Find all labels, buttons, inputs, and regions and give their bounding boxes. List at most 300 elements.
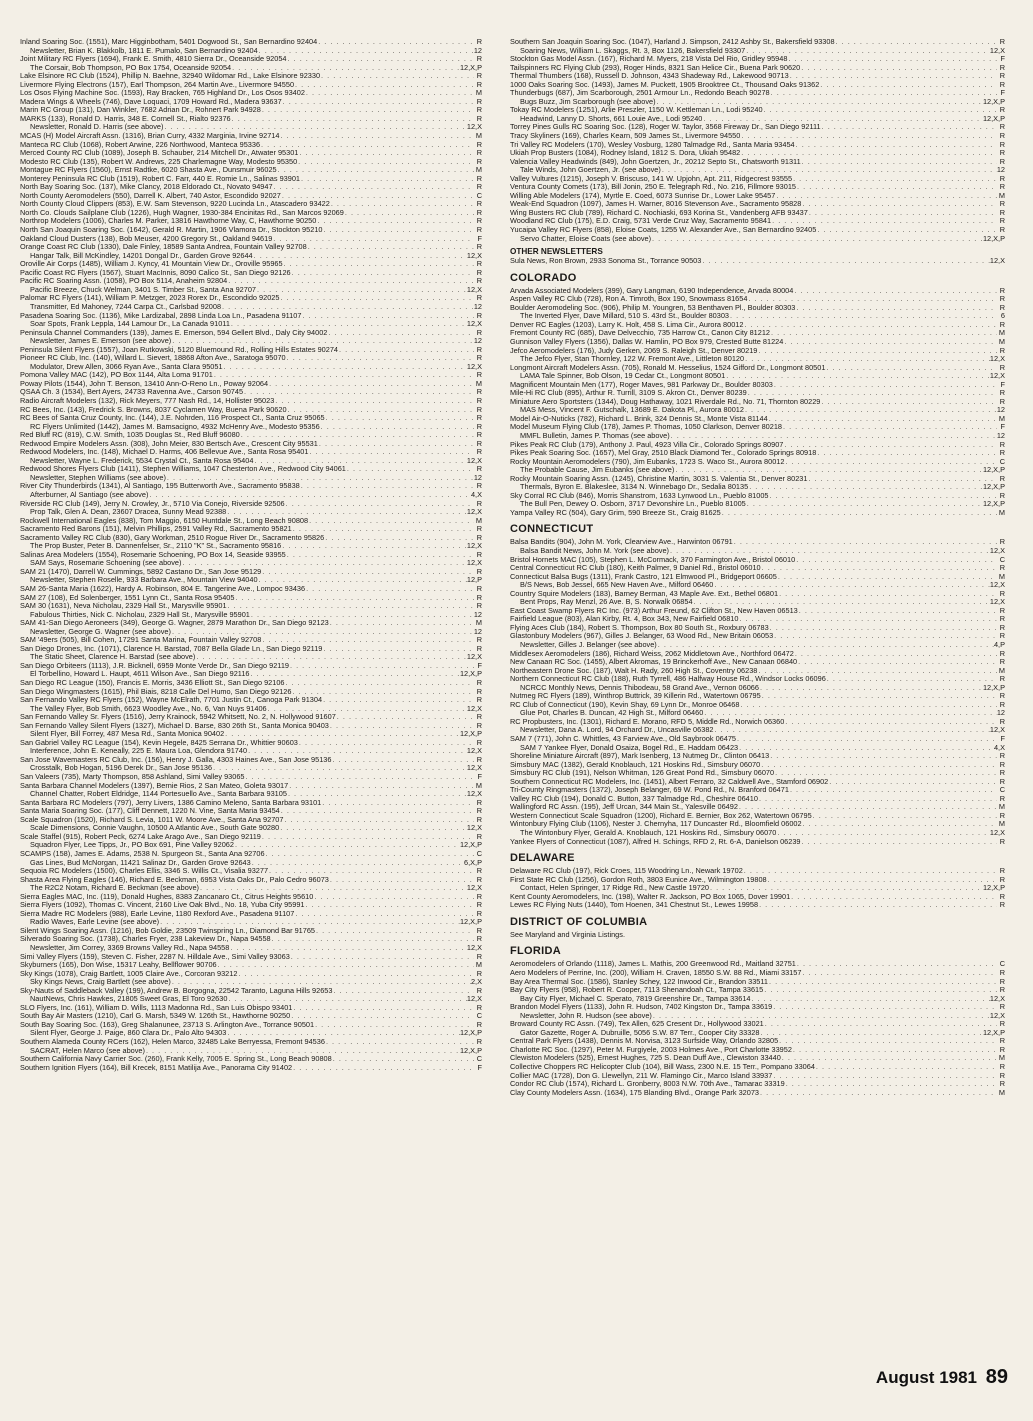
club-entry: [510, 1072, 1005, 1081]
entry-code: R: [999, 200, 1005, 209]
entry-text: Silverado Soaring Soc. (1738), Charles Fryer, 238 Lakeview Dr., Napa 94558: [20, 935, 271, 944]
dot-leader: [294, 81, 474, 90]
club-entry: [20, 200, 482, 209]
newsletter-entry: [20, 123, 482, 132]
entry-text: Silent Flyer, George J. Paige, 860 Clara Dr., Palo Alto 94303: [30, 1029, 227, 1038]
club-entry: [510, 55, 1005, 64]
entry-code: R: [476, 396, 482, 405]
dot-leader: [213, 371, 474, 380]
entry-text: Sky Corral RC Club (846), Morris Shanstrom, 1633 Lynwood Ln., Pueblo 81005: [510, 491, 769, 500]
dot-leader: [258, 576, 467, 585]
entry-text: Bristol Hornets MAC (105), Stephen L. McCormack, 370 Farmington Ave., Bristol 06010: [510, 555, 796, 564]
entry-text: Santa Maria Soaring Soc. (177), Cliff Dennett, 1220 N. Vine, Santa Maria 93454: [20, 807, 280, 816]
newsletter-entry: [20, 576, 482, 585]
entry-code: 12,X: [466, 559, 482, 568]
entry-code: 12,X: [466, 824, 482, 833]
newsletter-entry: [20, 303, 482, 312]
entry-text: San Diego Drones, Inc. (1071), Clarence H. Barstad, 7087 Bella Glade Ln., San Diego 92119: [20, 644, 323, 653]
entry-text: Nutmeg RC Flyers (189), Winthrop Buttrick, 39 Killerin Rd., Watertown 06795: [510, 692, 761, 701]
club-entry: [510, 718, 1005, 727]
entry-text: Rocky Mountain Soaring Assn. (1245), Christine Martin, 3031 S. Valentia St., Denver 80231: [510, 474, 808, 483]
entry-code: R: [476, 294, 482, 303]
dot-leader: [346, 465, 474, 474]
dot-leader: [305, 901, 474, 910]
section-heading: OTHER NEWSLETTERS: [510, 247, 603, 257]
entry-text: Yankee Flyers of Connecticut (1087), Alfred H. Schings, RFD 2, Rt. 6-A, Danielson 06239: [510, 837, 801, 846]
dot-leader: [812, 812, 997, 821]
entry-code: R: [999, 837, 1005, 846]
dot-leader: [166, 474, 474, 483]
entry-code: R: [999, 606, 1005, 615]
entry-text: MAS Mess, Vincent F. Gutschalk, 13689 E. Dakota Pl., Aurora 80012: [520, 406, 744, 415]
dot-leader: [288, 782, 474, 791]
entry-code: R: [476, 1037, 482, 1046]
entry-text: Clewiston Modelers (525), Ernest Hughes, 725 S. Dean Duff Ave., Clewiston 33440: [510, 1054, 781, 1063]
entry-code: 12,X: [989, 355, 1005, 364]
entry-text: Newsletter, Gilles J. Belanger (see above): [520, 641, 657, 649]
dot-leader: [801, 838, 998, 847]
club-entry: [510, 509, 1005, 518]
entry-code: R: [999, 632, 1005, 641]
entry-code: R: [999, 777, 1005, 786]
entry-text: Pasadena Soaring Soc. (1136), Mike Lardizabal, 2898 Linda Loa Ln., Pasadena 91107: [20, 311, 302, 320]
entry-text: The Valley Flyer, Bob Smith, 6623 Woodley Ave., No. 6, Van Nuys 91406: [30, 704, 267, 713]
newsletter-entry: [20, 337, 482, 346]
dot-leader: [772, 1072, 997, 1081]
entry-text: First State RC Club (1256), Gordon Roth, 3803 Eunice Ave., Wilmington 19808: [510, 875, 767, 884]
club-entry: [510, 675, 1005, 684]
entry-code: R: [476, 465, 482, 474]
dot-leader: [321, 799, 474, 808]
entry-text: Newsletter, Dana A. Lord, 94 Orchard Dr., Uncasville 06382: [520, 726, 714, 735]
dot-leader: [825, 364, 997, 373]
entry-code: 12: [473, 610, 482, 619]
club-entry: [510, 795, 1005, 804]
entry-text: Simi Valley Flyers (159), Steven C. Fisher, 2287 N. Hilldale Ave., Simi Valley 93063: [20, 952, 290, 961]
entry-code: 12,X: [466, 995, 482, 1004]
entry-code: R: [476, 499, 482, 508]
entry-text: Southern California Navy Carrier Soc. (260), Frank Kelly, 7005 E. Spring St., Long Beach 90808: [20, 1055, 332, 1064]
club-entry: [20, 81, 482, 90]
club-entry: [20, 525, 482, 534]
club-entry: [20, 953, 482, 962]
entry-code: 12,X: [989, 994, 1005, 1003]
dot-leader: [256, 286, 467, 295]
club-entry: [20, 149, 482, 158]
dot-leader: [778, 590, 997, 599]
entry-code: R: [476, 448, 482, 457]
entry-code: R: [476, 926, 482, 935]
entry-code: 4,X: [470, 490, 482, 499]
entry-code: R: [476, 114, 482, 123]
dot-leader: [261, 568, 474, 577]
club-entry: [510, 778, 1005, 787]
entry-text: Model Museum Flying Club (178), James P. Thomas, 1050 Clarkson, Denver 80218: [510, 423, 782, 432]
dot-leader: [292, 525, 474, 534]
entry-code: R: [999, 491, 1005, 500]
dot-leader: [783, 441, 997, 450]
dot-leader: [745, 47, 990, 56]
dot-leader: [305, 585, 474, 594]
entry-text: Red Bluff RC (819), C.W. Smith, 1035 Douglas St., Red Bluff 96080: [20, 431, 240, 440]
entry-code: M: [998, 666, 1005, 675]
entry-text: The Probable Cause, Jim Eubanks (see above): [520, 466, 675, 475]
club-entry: [510, 141, 1005, 150]
entry-text: Peninsula Silent Flyers (1557), Joan Rutkowski, 5120 Bluemound Rd., Rolling Hills Estates 90274: [20, 345, 338, 354]
club-entry: [20, 782, 482, 791]
club-entry: [20, 269, 482, 278]
club-entry: [20, 226, 482, 235]
dot-leader: [330, 200, 474, 209]
club-entry: [20, 602, 482, 611]
entry-text: Redwood Shores Flyers Club (1411), Stephen Williams, 1047 Chesterton Ave., Redwood City 94061: [20, 465, 346, 474]
entry-text: Newsletter, Ronald D. Harris (see above): [30, 123, 164, 132]
entry-code: R: [999, 174, 1005, 183]
dot-leader: [320, 423, 474, 432]
entry-text: Southern San Joaquin Soaring Soc. (1047), Harland J. Simpson, 2412 Ashby St., Bakersfield 93308: [510, 38, 835, 46]
entry-code: R: [999, 769, 1005, 778]
entry-text: Newsletter, James E. Emerson (see above): [30, 337, 172, 346]
dot-leader: [297, 158, 474, 167]
entry-text: Newsletter, Wayne L. Frederick, 5534 Crystal Ct., Santa Rosa 95404: [30, 456, 254, 465]
entry-text: Balsa Bandit News, John M. York (see above): [520, 546, 669, 555]
newsletter-entry: [510, 312, 1005, 321]
dot-leader: [802, 820, 997, 829]
dot-leader: [281, 542, 467, 551]
entry-code: M: [475, 961, 482, 970]
entry-code: R: [476, 388, 482, 397]
dot-leader: [729, 312, 997, 321]
entry-code: M: [475, 516, 482, 525]
newsletter-entry: [20, 628, 482, 637]
dot-leader: [821, 123, 997, 132]
entry-code: 12,X: [466, 790, 482, 799]
entry-code: R: [476, 140, 482, 149]
entry-code: R: [999, 346, 1005, 355]
club-entry: [510, 415, 1005, 424]
club-entry: [510, 183, 1005, 192]
club-entry: [20, 585, 482, 594]
entry-text: Redwood Modelers, Inc. (148), Michael D. Harms, 406 Bellevue Ave., Santa Rosa 95401: [20, 448, 309, 457]
entry-text: Sky-Nauts of Saddleback Valley (199), Andrew B. Borgogna, 22542 Taranto, Laguna Hills 92653: [20, 986, 333, 995]
club-entry: [20, 414, 482, 423]
club-entry: [20, 739, 482, 748]
entry-code: R: [999, 692, 1005, 701]
dot-leader: [770, 89, 997, 98]
dot-leader: [769, 492, 997, 501]
newsletter-entry: [510, 884, 1005, 893]
entry-code: 4,X: [993, 743, 1005, 752]
club-entry: [20, 1012, 482, 1021]
entry-text: Rocky Mountain Aeromodelers (790), Jim Eubanks, 1723 S. Waco St., Aurora 80012: [510, 457, 785, 466]
entry-text: B/S News, Bob Jessel, 665 New Haven Ave., Milford 06460: [520, 581, 714, 590]
dot-leader: [767, 876, 997, 885]
entry-code: F: [1000, 55, 1005, 64]
club-entry: [20, 876, 482, 885]
dot-leader: [790, 893, 997, 902]
dot-leader: [305, 89, 474, 98]
entry-text: Bay City Flyer, Michael C. Sperato, 7819 Greenshire Dr., Tampa 33614: [520, 994, 751, 1003]
entry-text: Radio Aircraft Modelers (132), Rick Meyers, 777 Nash Rd., 14, Hollister 95023: [20, 396, 275, 405]
entry-code: 12,X: [466, 747, 482, 756]
newsletter-entry: [510, 355, 1005, 364]
entry-code: C: [476, 191, 482, 200]
club-entry: [20, 72, 482, 81]
entry-code: R: [476, 277, 482, 286]
dot-leader: [322, 645, 474, 654]
club-entry: [510, 423, 1005, 432]
entry-code: 12,X: [466, 456, 482, 465]
entry-text: Gator Gazette, Roger A. Dubruille, 5056 S.W. 87 Terr., Cooper City 33328: [520, 1028, 760, 1037]
dot-leader: [744, 406, 997, 415]
entry-text: Peninsula Channel Commanders (139), James E. Emerson, 594 Gellert Blvd., Daly City 94002: [20, 328, 328, 337]
dot-leader: [277, 166, 474, 175]
entry-code: R: [476, 371, 482, 380]
club-entry: [20, 235, 482, 244]
dot-leader: [800, 64, 997, 73]
entry-code: R: [999, 658, 1005, 667]
entry-text: Palomar RC Flyers (141), William P. Metzger, 2023 Rorex Dr., Escondido 92025: [20, 294, 280, 303]
club-entry: [510, 200, 1005, 209]
dot-leader: [795, 141, 997, 150]
dot-leader: [826, 675, 997, 684]
club-entry: [20, 209, 482, 218]
entry-code: R: [476, 909, 482, 918]
dot-leader: [743, 867, 997, 876]
entry-text: Balsa Bandits (904), John M. York, Clearview Ave., Harwinton 06791: [510, 538, 733, 547]
dot-leader: [789, 72, 997, 81]
dot-leader: [796, 183, 997, 192]
entry-code: R: [476, 636, 482, 645]
club-entry: [510, 72, 1005, 81]
entry-text: Valley Vultures (1215), Joseph V. Briscuso, 141 W. Upjohn, Apt. 211, Ridgecrest 93555: [510, 174, 793, 183]
entry-text: Silent Wings Soaring Assn. (1216), Bob Goldie, 23509 Twinspring Ln., Diamond Bar 91765: [20, 926, 316, 935]
entry-code: R: [999, 123, 1005, 132]
dot-leader: [795, 304, 997, 313]
entry-text: North County Aeromodelers (550), Darrell K. Albert, 740 Astor, Escondido 92027: [20, 191, 281, 200]
entry-code: C: [476, 849, 482, 858]
dot-leader: [777, 573, 997, 582]
dot-leader: [279, 132, 474, 141]
dot-leader: [171, 628, 474, 637]
dot-leader: [739, 701, 997, 710]
entry-code: F: [1000, 423, 1005, 432]
entry-code: 12,X: [989, 546, 1005, 555]
dot-leader: [768, 978, 997, 987]
dot-leader: [793, 287, 997, 296]
dot-leader: [801, 200, 997, 209]
club-entry: [510, 735, 1005, 744]
entry-code: R: [999, 217, 1005, 226]
dot-leader: [828, 778, 997, 787]
entry-code: 12,X: [989, 829, 1005, 838]
newsletter-entry: [510, 115, 1005, 124]
entry-text: Newsletter, Brian K. Blakkolb, 1811 E. Pumalo, San Bernardino 92404: [30, 46, 258, 55]
entry-text: NCRCC Monthly News, Dennis Thibodeau, 58 Grand Ave., Vernon 06066: [520, 683, 759, 692]
entry-text: Connecticut Balsa Bugs (1311), Frank Castro, 121 Elmwood Pl., Bridgeport 06605: [510, 572, 777, 581]
entry-text: Sierra Eagles MAC, Inc. (119), Donald Hughes, 8383 Zancanaro Ct., Citrus Heights 95610: [20, 892, 314, 901]
newsletter-entry: [20, 705, 482, 714]
dot-leader: [801, 158, 997, 167]
entry-code: 12,X: [989, 46, 1005, 55]
club-entry: [510, 701, 1005, 710]
newsletter-entry: [20, 559, 482, 568]
newsletter-entry: [20, 841, 482, 850]
club-entry: [510, 1020, 1005, 1029]
entry-text: Simsbury RC Club (191), Nelson Whitman, 126 Great Pond Rd., Simsbury 06070: [510, 769, 775, 778]
dot-leader: [243, 388, 474, 397]
dot-leader: [308, 517, 474, 526]
dot-leader: [338, 346, 474, 355]
right-column: [510, 38, 1005, 1097]
dot-leader: [652, 1012, 990, 1021]
entry-code: R: [999, 106, 1005, 115]
dot-leader: [301, 312, 474, 321]
dot-leader: [769, 752, 997, 761]
entry-text: Riverside RC Club (149), Jerry N. Crowley, Jr., 5710 Via Conejo, Riverside 92506: [20, 499, 285, 508]
entry-text: Woodland RC Club (175), E.D. Craig, 5731 Verde Cruz Way, Sacramento 95841: [510, 217, 772, 226]
entry-text: Scale Squadron (1520), Richard S. Levia, 1011 W. Moore Ave., Santa Ana 92707: [20, 815, 284, 824]
entry-text: Fabulous Thirties, Nick C. Nicholau, 2329 Hall St., Marysville 95901: [30, 610, 250, 619]
dot-leader: [792, 1046, 997, 1055]
newsletter-entry: [20, 611, 482, 620]
entry-text: Transmitter, Ed Mahoney, 7244 Carpa Ct., Carlsbad 92008: [30, 302, 222, 311]
dot-leader: [329, 722, 474, 731]
dot-leader: [145, 1047, 460, 1056]
club-entry: [510, 658, 1005, 667]
entry-text: Oroville Air Corps (1485), William J. Kyncy, 41 Mountain View Dr., Oroville 95965: [20, 260, 283, 269]
entry-text: Delaware RC Club (197), Rick Croes, 115 Woodring Ln., Newark 19702: [510, 867, 743, 876]
dot-leader: [798, 607, 997, 616]
entry-text: South Bay Soaring Soc. (163), Greg Shalanunee, 23713 S. Arlington Ave., Torrance 90501: [20, 1020, 315, 1029]
entry-text: Contact, Helen Springer, 17 Ridge Rd., New Castle 19720: [520, 884, 710, 893]
club-entry: [20, 935, 482, 944]
entry-code: R: [476, 533, 482, 542]
entry-code: 12,X: [466, 508, 482, 517]
club-entry: [510, 257, 1005, 266]
dot-leader: [287, 55, 474, 64]
dot-leader: [674, 466, 983, 475]
club-entry: [20, 329, 482, 338]
club-entry: [510, 564, 1005, 573]
dot-leader: [661, 166, 997, 175]
club-entry: [20, 534, 482, 543]
club-entry: [510, 632, 1005, 641]
entry-code: 12,X: [466, 764, 482, 773]
dot-leader: [163, 123, 466, 132]
club-entry: [20, 243, 482, 252]
entry-text: Newsletter, George G. Wagner (see above): [30, 627, 171, 636]
newsletter-entry: [20, 252, 482, 261]
club-entry: [20, 568, 482, 577]
club-entry: [20, 98, 482, 107]
entry-code: R: [999, 183, 1005, 192]
dot-leader: [792, 175, 997, 184]
dot-leader: [325, 414, 474, 423]
entry-code: R: [999, 149, 1005, 158]
entry-text: Sierra Madre RC Modelers (988), Earle Levine, 1180 Rexford Ave., Pasadena 91107: [20, 909, 295, 918]
entry-code: R: [999, 794, 1005, 803]
club-entry: [510, 217, 1005, 226]
club-entry: [20, 132, 482, 141]
club-entry: [510, 1089, 1005, 1098]
entry-text: Clay County Modelers Assn. (1634), 175 Blanding Blvd., Orange Park 32073: [510, 1088, 760, 1097]
club-entry: [20, 1064, 482, 1073]
club-entry: [20, 833, 482, 842]
dot-leader: [776, 829, 990, 838]
entry-code: 12: [996, 166, 1005, 175]
club-entry: [20, 465, 482, 474]
dot-leader: [787, 55, 997, 64]
entry-code: M: [475, 89, 482, 98]
entry-code: 2,X: [470, 978, 482, 987]
entry-code: R: [476, 602, 482, 611]
dot-leader: [763, 106, 997, 115]
dot-leader: [320, 72, 474, 81]
entry-code: R: [999, 208, 1005, 217]
dot-leader: [290, 1012, 474, 1021]
dot-leader: [171, 337, 474, 346]
club-entry: [20, 1004, 482, 1013]
entry-text: North County Cloud Clippers (853), E.W. Sam Stevenson, 9220 Lucinda Ln., Atascadero 93422: [20, 200, 330, 209]
entry-code: R: [476, 755, 482, 764]
entry-code: 12,X: [466, 123, 482, 132]
club-entry: [20, 927, 482, 936]
dot-leader: [314, 1021, 474, 1030]
entry-text: Newsletter, John R. Hudson (see above): [520, 1011, 652, 1020]
club-entry: [510, 624, 1005, 633]
dot-leader: [148, 491, 471, 500]
dot-leader: [290, 953, 474, 962]
club-entry: [20, 696, 482, 705]
entry-code: 4,P: [993, 641, 1005, 649]
entry-text: Sacramento Red Barons (151), Melvin Phillips, 2591 Valley Rd., Sacramento 95821: [20, 525, 292, 534]
entry-code: R: [999, 717, 1005, 726]
dot-leader: [733, 538, 997, 547]
dot-leader: [217, 961, 474, 970]
dot-leader: [332, 1055, 474, 1064]
dot-leader: [772, 1003, 997, 1012]
entry-code: R: [999, 1020, 1005, 1029]
dot-leader: [283, 816, 474, 825]
entry-code: M: [998, 414, 1005, 423]
entry-text: Tailspinners RC Flying Club (293), Roger Hinds, 8321 San Helice Cir., Buena Park 90620: [510, 63, 801, 72]
entry-code: M: [998, 1054, 1005, 1063]
entry-text: Madera Wings & Wheels (746), Dave Loquaci, 1709 Howard Rd., Madera 93637: [20, 97, 282, 106]
entry-code: R: [476, 55, 482, 64]
club-entry: [20, 722, 482, 731]
entry-text: Santa Barbara Channel Modelers (1397), Bernie Rios, 2 San Mateo, Goleta 93017: [20, 781, 289, 790]
club-entry: [20, 440, 482, 449]
newsletter-entry: [510, 1029, 1005, 1038]
entry-code: R: [999, 38, 1005, 46]
entry-text: Aero Modelers of Perrine, Inc. (200), William H. Craven, 18550 S.W. 88 Rd., Miami 33157: [510, 968, 802, 977]
dot-leader: [764, 1020, 997, 1029]
entry-code: R: [999, 867, 1005, 876]
entry-text: MARKS (133), Ronald D. Harris, 348 E. Cornell St., Rialto 92376: [20, 114, 231, 123]
dot-leader: [307, 243, 474, 252]
entry-text: Afterburner, Al Santiago (see above): [30, 490, 149, 499]
entry-code: C: [999, 960, 1005, 969]
newsletter-entry: [510, 726, 1005, 735]
state-heading: FLORIDA: [510, 945, 561, 958]
dot-leader: [773, 381, 997, 390]
dot-leader: [226, 508, 467, 517]
entry-code: 12,X: [466, 251, 482, 260]
club-entry: [20, 406, 482, 415]
entry-text: Northern Connecticut RC Club (188), Ruth Tyrrell, 486 Halfway House Rd., Windsor Locks 06096: [510, 675, 826, 684]
entry-text: Sequoia RC Modelers (1500), Charles Ellis, 3346 S. Willis Ct., Visalia 93277: [20, 867, 269, 876]
